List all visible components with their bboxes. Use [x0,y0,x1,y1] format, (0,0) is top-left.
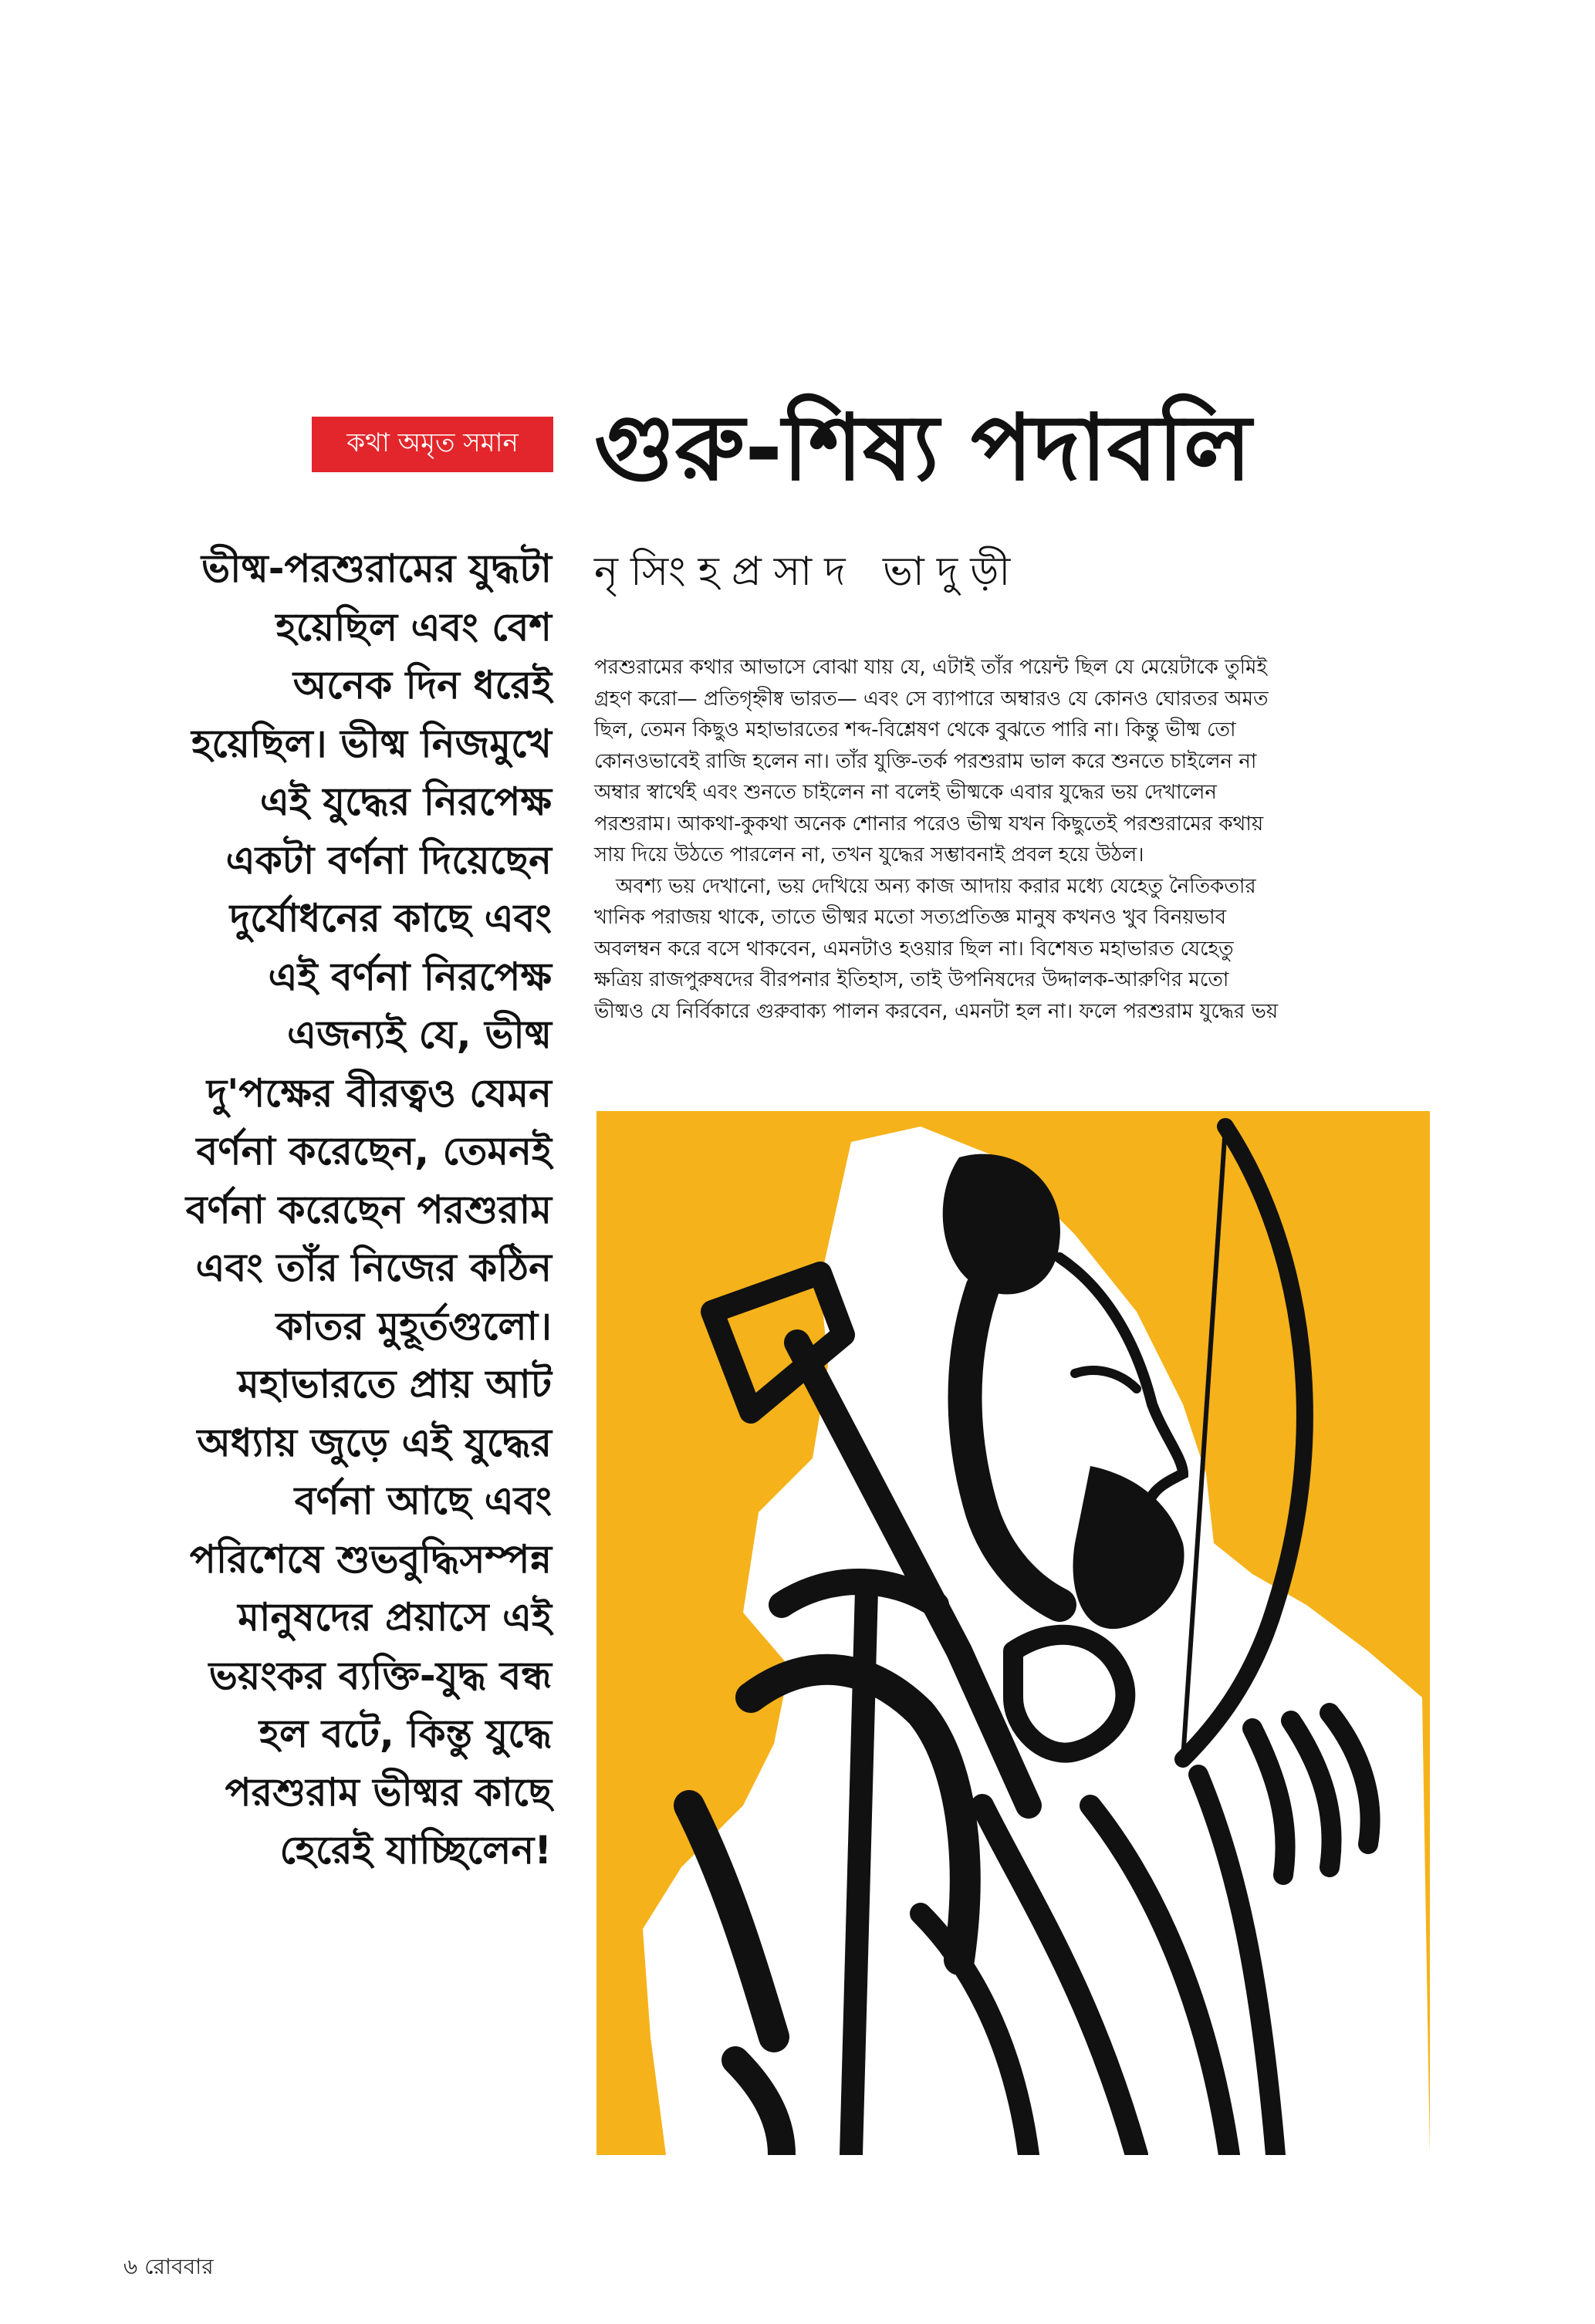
pull-quote-line: একটা বর্ণনা দিয়েছেন [225,837,552,883]
article-body [594,652,1435,1027]
body-line: ক্ষত্রিয় রাজপুরুষদের বীরপনার ইতিহাস, তাই উপনিষদের উদ্দালক-আরুণির মতো [594,968,1229,991]
pull-quote-line: পরিশেষে শুভবুদ্ধিসম্পন্ন [189,1536,552,1582]
pull-quote-line: কাতর মুহূর্তগুলো। [275,1303,552,1349]
pull-quote-line: বর্ণনা করেছেন, তেমনই [196,1129,552,1174]
pull-quote-line: অনেক দিন ধরেই [292,663,552,708]
pull-quote-line: হল বটে, কিন্তু যুদ্ধে [259,1711,552,1756]
pull-quote-line: এই যুদ্ধের নিরপেক্ষ [259,779,552,824]
pull-quote-line: দুর্যোধনের কাছে এবং [229,896,552,941]
pull-quote-line: মানুষদের প্রয়াসে এই [238,1595,552,1640]
body-line: সায় দিয়ে উঠতে পারলেন না, তখন যুদ্ধের সম্ভাবনাই প্রবল হয়ে উঠল। [594,843,1144,866]
body-line: অম্বার স্বার্থেই এবং শুনতে চাইলেন না বলেই ভীষ্মকে এবার যুদ্ধের ভয় দেখালেন [594,781,1217,804]
pull-quote [154,540,552,1880]
pull-quote-line: ভয়ংকর ব্যক্তি-যুদ্ধ বন্ধ [208,1653,552,1698]
body-line: ছিল, তেমন কিছুও মহাভারতের শব্দ-বিশ্লেষণ থেকে বুঝতে পারি না। কিন্তু ভীষ্ম তো [594,718,1236,741]
pull-quote-line: বর্ণনা করেছেন পরশুরাম [185,1187,552,1232]
article-title: গুরু-শিষ্য পদাবলি [594,394,1252,501]
pull-quote-line: এবং তাঁর নিজের কঠিন [195,1245,552,1290]
body-line: অবশ্য ভয় দেখানো, ভয় দেখিয়ে অন্য কাজ আদায় করার মধ্যে যেহেতু নৈতিকতার [616,874,1256,898]
pull-quote-line: হয়েছিল এবং বেশ [275,604,552,650]
body-line: গ্রহণ করো— প্রতিগৃহ্নীষ্ব ভারত— এবং সে ব্যাপারে অম্বারও যে কোনও ঘোরতর অমত [594,687,1269,711]
pull-quote-line: হেরেই যাচ্ছিলেন! [279,1828,552,1873]
pull-quote-line: হয়েছিল। ভীষ্ম নিজমুখে [191,721,552,766]
pull-quote-line: অধ্যায় জুড়ে এই যুদ্ধের [197,1420,552,1465]
pull-quote-line: দু'পক্ষের বীরত্বও যেমন [206,1070,552,1116]
body-line: পরশুরামের কথার আভাসে বোঝা যায় যে, এটাই তাঁর পয়েন্ট ছিল যে মেয়েটাকে তুমিই [594,656,1267,679]
body-line: অবলম্বন করে বসে থাকবেন, এমনটাও হওয়ার ছিল না। বিশেষত মহাভারত যেহেতু [594,937,1234,961]
body-line: ভীষ্মও যে নির্বিকারে গুরুবাক্য পালন করবেন, এমনটা হল না। ফলে পরশুরাম যুদ্ধের ভয় [594,999,1279,1023]
pull-quote-line: পরশুরাম ভীষ্মর কাছে [225,1769,552,1815]
section-tag: কথা অমৃত সমান [312,417,553,472]
pull-quote-line: ভীষ্ম-পরশুরামের যুদ্ধটা [201,546,552,591]
pull-quote-line: এজন্যই যে, ভীষ্ম [287,1012,552,1057]
parashurama-illustration [596,1111,1430,2155]
body-line: খানিক পরাজয় থাকে, তাতে ভীষ্মর মতো সত্যপ্রতিজ্ঞ মানুষ কখনও খুব বিনয়ভাব [594,906,1227,929]
pull-quote-line: মহাভারতে প্রায় আট [237,1362,552,1407]
body-line: পরশুরাম। আকথা-কুকথা অনেক শোনার পরেও ভীষ্ম যখন কিছুতেই পরশুরামের কথায় [594,812,1264,836]
body-line: কোনওভাবেই রাজি হলেন না। তাঁর যুক্তি-তর্ক পরশুরাম ভাল করে শুনতে চাইলেন না [594,749,1257,773]
author-byline: নৃসিংহপ্রসাদ ভাদুড়ী [594,549,1023,595]
pull-quote-line: বর্ণনা আছে এবং [294,1478,552,1523]
page-folio: ৬ রোববার [123,2254,214,2279]
pull-quote-line: এই বর্ণনা নিরপেক্ষ [268,954,552,999]
